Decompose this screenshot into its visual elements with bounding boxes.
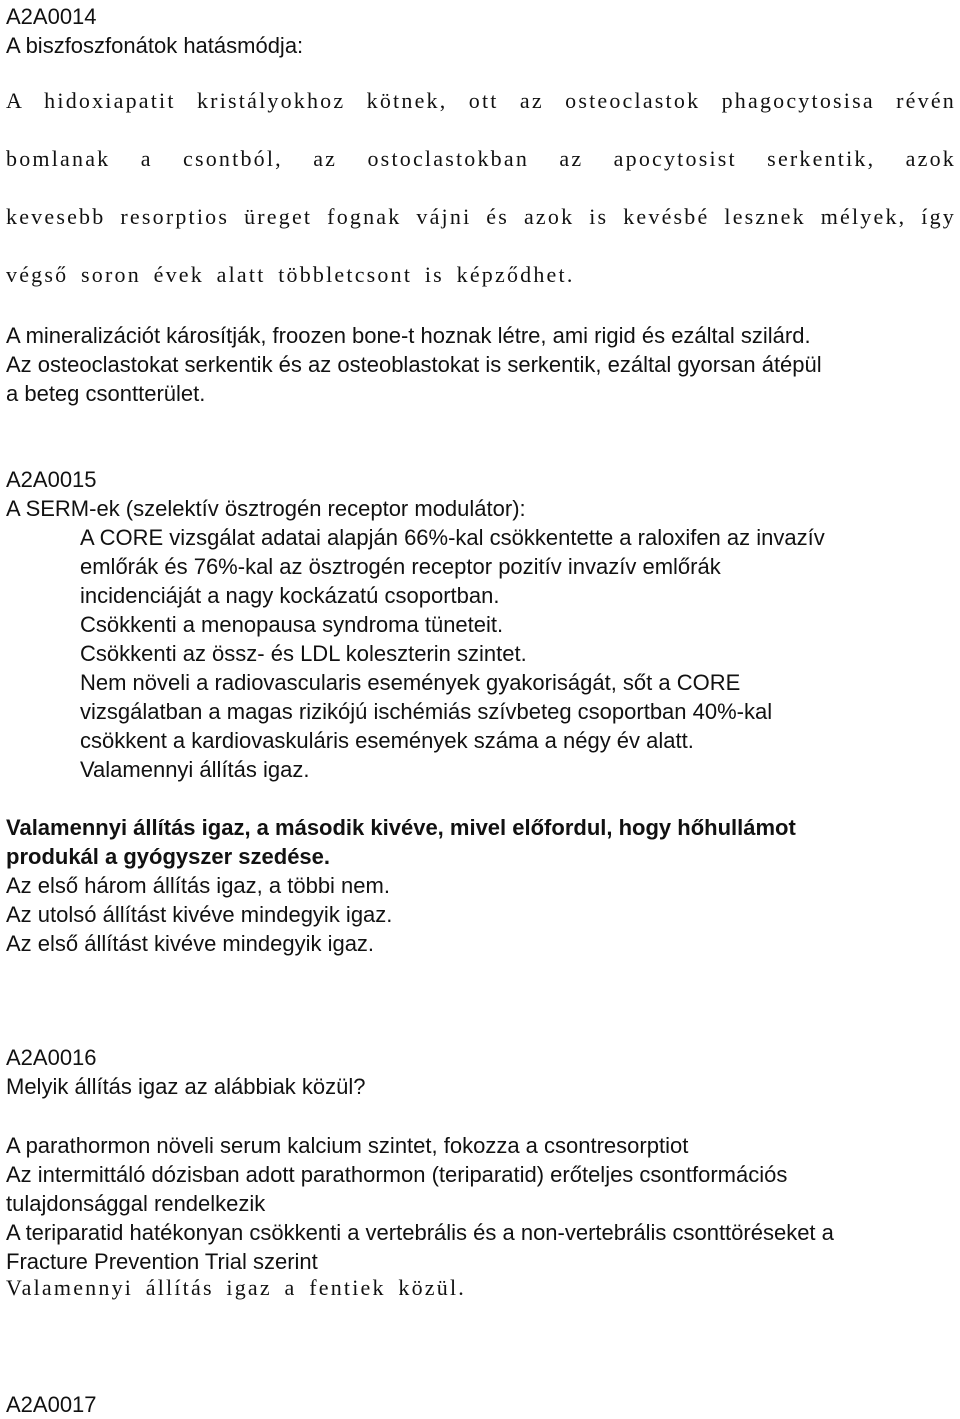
question-id: A2A0016 xyxy=(6,1045,97,1070)
answer-line: végső soron évek alatt többletcsont is képződhet. xyxy=(6,262,575,287)
answer-option: Az első állítást kivéve mindegyik igaz. xyxy=(6,931,375,956)
statement-line: Csökkenti a menopausa syndroma tüneteit. xyxy=(80,612,504,637)
answer-option: Valamennyi állítás igaz a fentiek közül. xyxy=(6,1275,466,1300)
answer-option: Az utolsó állítást kivéve mindegyik igaz. xyxy=(6,902,393,927)
statement-line: emlőrák és 76%-kal az ösztrogén receptor pozitív invazív emlőrák xyxy=(80,554,721,579)
question-title: Melyik állítás igaz az alábbiak közül? xyxy=(6,1074,366,1099)
answer-line: a beteg csontterület. xyxy=(6,381,206,406)
statement-line: Valamennyi állítás igaz. xyxy=(80,757,310,782)
statement-line: incidenciáját a nagy kockázatú csoportban. xyxy=(80,583,500,608)
answer-option: Az első három állítás igaz, a többi nem. xyxy=(6,873,390,898)
answer-option: A parathormon növeli serum kalcium szintet, fokozza a csontresorptiot xyxy=(6,1133,689,1158)
question-id: A2A0017 xyxy=(6,1392,97,1417)
question-title: A SERM-ek (szelektív ösztrogén receptor modulátor): xyxy=(6,496,526,521)
answer-line: Fracture Prevention Trial szerint xyxy=(6,1249,318,1274)
question-id: A2A0015 xyxy=(6,467,97,492)
statement-line: Csökkenti az össz- és LDL koleszterin szintet. xyxy=(80,641,527,666)
statement-line: csökkent a kardiovaskuláris események száma a négy év alatt. xyxy=(80,728,694,753)
statement-line: vizsgálatban a magas rizikójú ischémiás szívbeteg csoportban 40%-kal xyxy=(80,699,773,724)
answer-line: A hidoxiapatit kristályokhoz kötnek, ott az osteoclastok phagocytosisa révén xyxy=(6,88,956,113)
answer-line: bomlanak a csontból, az ostoclastokban az apocytosist serkentik, azok xyxy=(6,146,956,171)
answer-option: Az intermittáló dózisban adott parathormon (teriparatid) erőteljes csontformációs xyxy=(6,1162,788,1187)
correct-answer-line: Valamennyi állítás igaz, a második kivéve, mivel előfordul, hogy hőhullámot xyxy=(6,815,796,840)
statement-line: Nem növeli a radiovascularis események gyakoriságát, sőt a CORE xyxy=(80,670,741,695)
answer-line: Az osteoclastokat serkentik és az osteoblastokat is serkentik, ezáltal gyorsan átépül xyxy=(6,352,822,377)
question-id: A2A0014 xyxy=(6,4,97,29)
answer-line: tulajdonsággal rendelkezik xyxy=(6,1191,266,1216)
question-title: A biszfoszfonátok hatásmódja: xyxy=(6,33,304,58)
answer-option: A mineralizációt károsítják, froozen bone-t hoznak létre, ami rigid és ezáltal szilárd. xyxy=(6,323,811,348)
answer-option: A teriparatid hatékonyan csökkenti a vertebrális és a non-vertebrális csonttöréseket a xyxy=(6,1220,834,1245)
correct-answer-line: produkál a gyógyszer szedése. xyxy=(6,844,331,869)
statement-line: A CORE vizsgálat adatai alapján 66%-kal csökkentette a raloxifen az invazív xyxy=(80,525,825,550)
answer-line: kevesebb resorptios üreget fognak vájni és azok is kevésbé lesznek mélyek, így xyxy=(6,204,956,229)
